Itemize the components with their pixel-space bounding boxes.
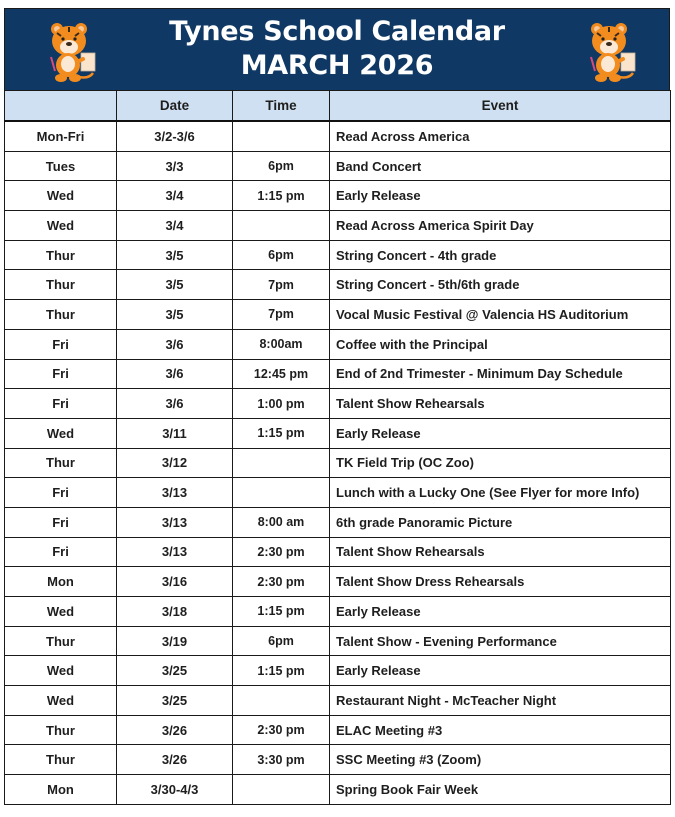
table-row (5, 745, 671, 775)
table-row (5, 597, 671, 627)
day-cell: Wed (5, 181, 117, 211)
table-row (5, 626, 671, 656)
event-cell: End of 2nd Trimester - Minimum Day Schedule (330, 359, 671, 389)
table-row (5, 359, 671, 389)
event-cell: 6th grade Panoramic Picture (330, 507, 671, 537)
event-cell: ELAC Meeting #3 (330, 715, 671, 745)
event-cell: Talent Show - Evening Performance (330, 626, 671, 656)
table-row (5, 121, 671, 151)
day-cell: Fri (5, 507, 117, 537)
time-cell: 2:30 pm (233, 567, 330, 597)
column-header-day (5, 91, 117, 122)
day-cell: Thur (5, 270, 117, 300)
event-cell: Read Across America (330, 121, 671, 151)
event-cell: Band Concert (330, 151, 671, 181)
table-row (5, 686, 671, 716)
date-cell: 3/30-4/3 (117, 775, 233, 805)
time-cell: 2:30 pm (233, 537, 330, 567)
calendar-table (4, 90, 671, 805)
calendar-sheet (4, 8, 670, 805)
date-cell: 3/11 (117, 418, 233, 448)
date-cell: 3/26 (117, 745, 233, 775)
table-row (5, 418, 671, 448)
day-cell: Tues (5, 151, 117, 181)
date-cell: 3/13 (117, 478, 233, 508)
day-cell: Thur (5, 240, 117, 270)
time-cell (233, 448, 330, 478)
day-cell: Wed (5, 686, 117, 716)
time-cell: 7pm (233, 270, 330, 300)
table-row (5, 151, 671, 181)
day-cell: Fri (5, 359, 117, 389)
time-cell (233, 211, 330, 241)
time-cell: 1:15 pm (233, 597, 330, 627)
table-row (5, 775, 671, 805)
table-row (5, 567, 671, 597)
calendar-title (5, 15, 669, 83)
time-cell: 1:00 pm (233, 389, 330, 419)
time-cell: 7pm (233, 300, 330, 330)
date-cell: 3/16 (117, 567, 233, 597)
date-cell: 3/26 (117, 715, 233, 745)
date-cell: 3/6 (117, 389, 233, 419)
event-cell: Talent Show Dress Rehearsals (330, 567, 671, 597)
calendar-rows (5, 121, 671, 804)
month-title: MARCH 2026 (240, 50, 434, 81)
day-cell: Thur (5, 745, 117, 775)
table-row (5, 240, 671, 270)
event-cell: Vocal Music Festival @ Valencia HS Auditorium (330, 300, 671, 330)
event-cell: Early Release (330, 656, 671, 686)
calendar-banner (4, 8, 670, 90)
table-row (5, 300, 671, 330)
time-cell: 3:30 pm (233, 745, 330, 775)
column-header-time: Time (233, 91, 330, 122)
time-cell: 2:30 pm (233, 715, 330, 745)
time-cell (233, 478, 330, 508)
day-cell: Wed (5, 656, 117, 686)
day-cell: Mon (5, 775, 117, 805)
time-cell: 12:45 pm (233, 359, 330, 389)
time-cell (233, 121, 330, 151)
time-cell: 6pm (233, 626, 330, 656)
table-row (5, 537, 671, 567)
date-cell: 3/18 (117, 597, 233, 627)
date-cell: 3/4 (117, 211, 233, 241)
day-cell: Thur (5, 300, 117, 330)
day-cell: Wed (5, 597, 117, 627)
event-cell: Coffee with the Principal (330, 329, 671, 359)
school-calendar-title: Tynes School Calendar (169, 16, 505, 47)
table-row (5, 389, 671, 419)
day-cell: Fri (5, 537, 117, 567)
time-cell (233, 686, 330, 716)
day-cell: Mon (5, 567, 117, 597)
day-cell: Thur (5, 448, 117, 478)
day-cell: Wed (5, 211, 117, 241)
table-row (5, 715, 671, 745)
day-cell: Thur (5, 626, 117, 656)
event-cell: Early Release (330, 597, 671, 627)
date-cell: 3/6 (117, 329, 233, 359)
day-cell: Fri (5, 478, 117, 508)
column-header-date: Date (117, 91, 233, 122)
time-cell: 6pm (233, 240, 330, 270)
date-cell: 3/13 (117, 537, 233, 567)
event-cell: Early Release (330, 181, 671, 211)
date-cell: 3/25 (117, 656, 233, 686)
event-cell: Lunch with a Lucky One (See Flyer for more Info) (330, 478, 671, 508)
table-row (5, 181, 671, 211)
event-cell: Spring Book Fair Week (330, 775, 671, 805)
event-cell: Talent Show Rehearsals (330, 537, 671, 567)
tiger-mascot-icon (577, 17, 645, 85)
time-cell: 1:15 pm (233, 418, 330, 448)
time-cell: 6pm (233, 151, 330, 181)
event-cell: Restaurant Night - McTeacher Night (330, 686, 671, 716)
time-cell: 1:15 pm (233, 181, 330, 211)
day-cell: Fri (5, 389, 117, 419)
table-row (5, 211, 671, 241)
time-cell: 8:00am (233, 329, 330, 359)
event-cell: TK Field Trip (OC Zoo) (330, 448, 671, 478)
event-cell: Talent Show Rehearsals (330, 389, 671, 419)
time-cell: 8:00 am (233, 507, 330, 537)
date-cell: 3/5 (117, 300, 233, 330)
date-cell: 3/12 (117, 448, 233, 478)
column-header-row (5, 91, 671, 122)
table-row (5, 656, 671, 686)
event-cell: String Concert - 5th/6th grade (330, 270, 671, 300)
day-cell: Mon-Fri (5, 121, 117, 151)
table-row (5, 507, 671, 537)
column-header-event: Event (330, 91, 671, 122)
date-cell: 3/5 (117, 270, 233, 300)
table-row (5, 478, 671, 508)
table-row (5, 270, 671, 300)
table-row (5, 448, 671, 478)
day-cell: Fri (5, 329, 117, 359)
event-cell: String Concert - 4th grade (330, 240, 671, 270)
day-cell: Thur (5, 715, 117, 745)
event-cell: Early Release (330, 418, 671, 448)
date-cell: 3/13 (117, 507, 233, 537)
day-cell: Wed (5, 418, 117, 448)
date-cell: 3/2-3/6 (117, 121, 233, 151)
date-cell: 3/4 (117, 181, 233, 211)
event-cell: SSC Meeting #3 (Zoom) (330, 745, 671, 775)
date-cell: 3/3 (117, 151, 233, 181)
time-cell (233, 775, 330, 805)
date-cell: 3/5 (117, 240, 233, 270)
date-cell: 3/6 (117, 359, 233, 389)
event-cell: Read Across America Spirit Day (330, 211, 671, 241)
date-cell: 3/25 (117, 686, 233, 716)
date-cell: 3/19 (117, 626, 233, 656)
table-row (5, 329, 671, 359)
time-cell: 1:15 pm (233, 656, 330, 686)
